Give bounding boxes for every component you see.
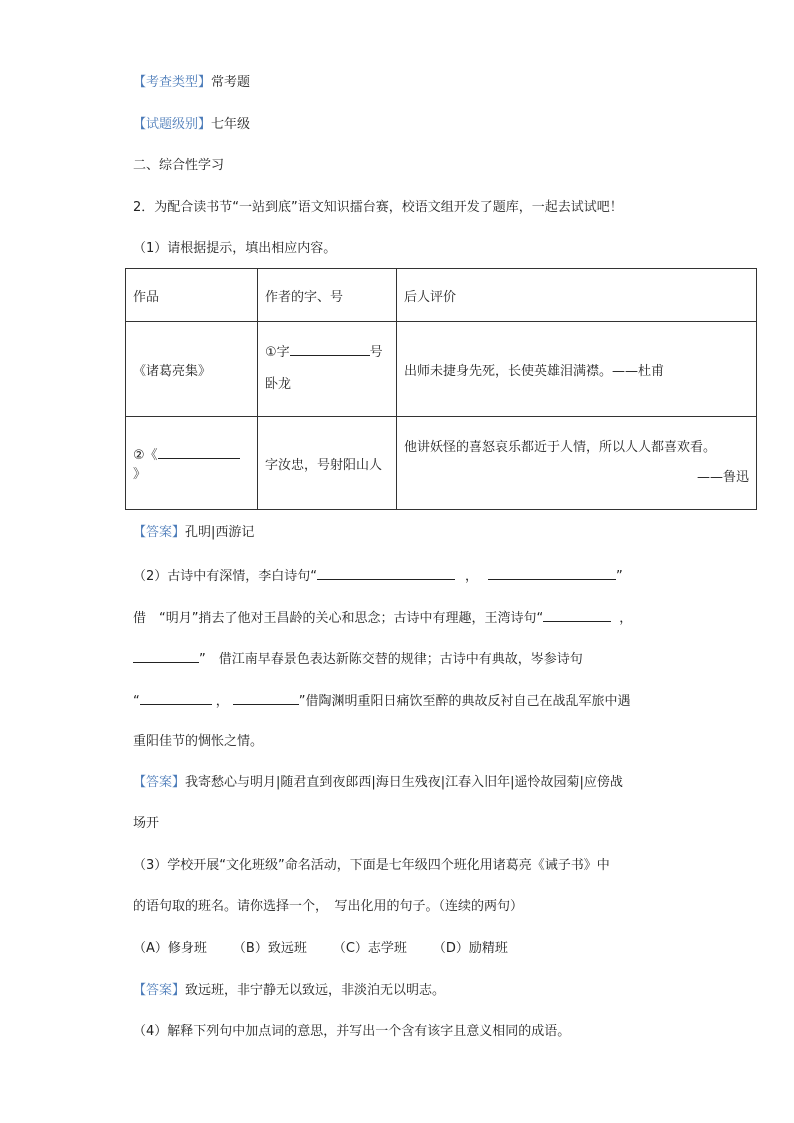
option-c: （C）志学班 — [332, 941, 407, 956]
q2-3-answer — [133, 982, 445, 1000]
table-cell-author: 字汝忠，号射阳山人 — [258, 417, 397, 510]
comment-text: 他讲妖怪的喜怒哀乐都近于人情，所以人人都喜欢看。 — [404, 440, 717, 455]
answer-tag: 【答案】 — [133, 525, 186, 540]
answer-blank-1[interactable] — [290, 342, 370, 356]
q2-2-line2 — [133, 608, 632, 628]
info-table — [125, 268, 757, 510]
answer-text: 我寄愁心与明月|随君直到夜郎西|海日生残夜|江春入旧年|遥怜故园菊|应傍战 — [185, 775, 623, 790]
quote-start: “ — [133, 694, 140, 709]
q2-2-prefix: （2）古诗中有深情，李白诗句“ — [133, 569, 318, 584]
table-header-row — [126, 269, 757, 322]
exam-level-line — [133, 116, 250, 134]
answer-text: 孔明|西游记 — [185, 525, 255, 540]
answer-blank-4[interactable] — [488, 566, 616, 580]
q2-2-line3 — [133, 649, 583, 669]
comma: ， — [215, 694, 229, 709]
quote-end: ” — [616, 569, 623, 584]
option-b: （B）致远班 — [232, 941, 307, 956]
answer-blank-3[interactable] — [317, 566, 455, 580]
q2-3-line2: 的语句取的班名。请你选择一个， 写出化用的句子。（连续的两句） — [133, 899, 524, 914]
table-header-comment: 后人评价 — [397, 269, 757, 322]
answer-blank-2[interactable] — [158, 445, 240, 459]
table-cell-author — [258, 322, 397, 417]
answer-blank-6[interactable] — [133, 649, 199, 663]
table-row — [126, 322, 757, 417]
option-d: （D）励精班 — [432, 941, 508, 956]
comma: ， — [465, 569, 479, 584]
q2-2-line5: 重阳佳节的惆怅之情。 — [133, 734, 264, 749]
comma: ， — [619, 611, 633, 626]
author-prefix: ①字 — [265, 345, 290, 360]
option-a: （A）修身班 — [133, 941, 207, 956]
q2-2-line4 — [133, 691, 631, 711]
exam-type-tag: 【考查类型】 — [133, 75, 212, 90]
table-header-work: 作品 — [126, 269, 258, 322]
comment-attribution: ——鲁迅 — [696, 470, 749, 485]
answer-blank-5[interactable] — [543, 608, 611, 622]
table-cell-comment — [397, 417, 757, 510]
section-title: 二、综合性学习 — [133, 158, 225, 173]
exam-level-value: 七年级 — [211, 117, 251, 132]
q2-4-line1: （4）解释下列句中加点词的意思，并写出一个含有该字且意义相同的成语。 — [133, 1024, 571, 1039]
q2-2-text: ” 借江南早春景色表达新陈交替的规律；古诗中有典故，岑参诗句 — [199, 652, 583, 667]
exam-type-value: 常考题 — [211, 75, 251, 90]
q2-1-answer — [133, 524, 254, 542]
author-suffix: 号 — [369, 345, 383, 360]
table-cell-work: 《诸葛亮集》 — [126, 322, 258, 417]
q2-2-answer — [133, 774, 623, 792]
answer-blank-8[interactable] — [233, 691, 299, 705]
table-cell-work — [126, 417, 258, 510]
q2-2-answer-cont: 场开 — [133, 816, 160, 831]
table-cell-comment: 出师未捷身先死，长使英雄泪满襟。——杜甫 — [397, 322, 757, 417]
q2-intro: 2．为配合读书节“一站到底”语文知识擂台赛，校语文组开发了题库，一起去试试吧！ — [133, 200, 623, 215]
q2-3-line1: （3）学校开展“文化班级”命名活动，下面是七年级四个班化用诸葛亮《诫子书》中 — [133, 858, 610, 873]
work-suffix: 》 — [133, 467, 147, 482]
table-header-author: 作者的字、号 — [258, 269, 397, 322]
work-prefix: ②《 — [133, 448, 158, 463]
exam-level-tag: 【试题级别】 — [133, 117, 212, 132]
answer-blank-7[interactable] — [140, 691, 212, 705]
q2-3-options — [133, 940, 508, 958]
answer-tag: 【答案】 — [133, 775, 186, 790]
q2-2-text: ”借陶渊明重阳日痛饮至醉的典故反衬自己在战乱军旅中遇 — [298, 694, 631, 709]
q2-1-prompt: （1）请根据提示，填出相应内容。 — [133, 241, 337, 256]
author-line2: 卧龙 — [265, 377, 292, 392]
q2-2-line1 — [133, 566, 623, 586]
answer-tag: 【答案】 — [133, 983, 186, 998]
q2-2-text: 借 “明月”捎去了他对王昌龄的关心和思念；古诗中有理趣，王湾诗句“ — [133, 611, 544, 626]
answer-text: 致远班，非宁静无以致远，非淡泊无以明志。 — [185, 983, 446, 998]
exam-type-line — [133, 74, 250, 92]
table-row — [126, 417, 757, 510]
